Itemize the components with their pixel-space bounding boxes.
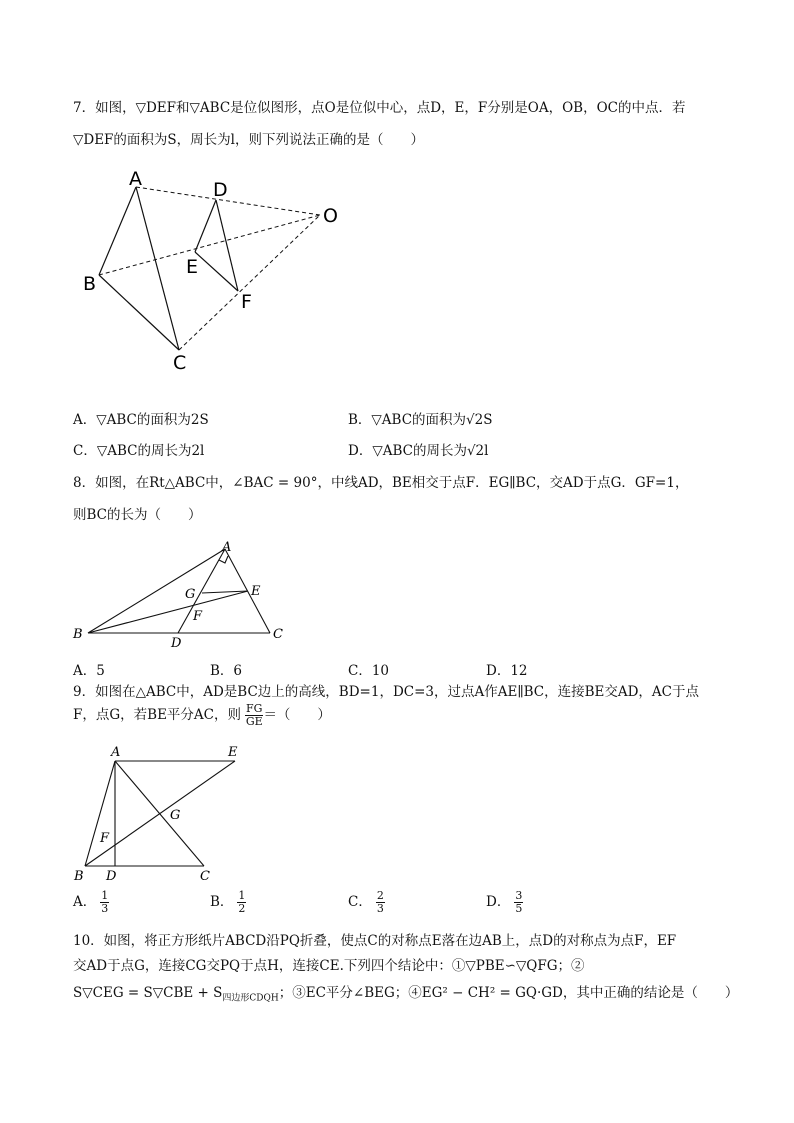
q10-conclusions: ；③EC平分∠BEG；④EG² − CH² = GQ·GD，其中正确的结论是（ ） [278,985,739,1001]
q7-figure [70,160,360,380]
q7-label-c: C [173,352,187,374]
q7-option-b[interactable]: B．▽ABC的面积为√2S [348,412,493,428]
q9-option-c-label: C． [348,894,372,910]
q9-option-b-label: B． [210,894,234,910]
q9-option-d-label: D． [486,894,511,910]
q8-label-g: G [185,587,196,602]
q8-figure [70,536,300,650]
q7-label-o: O [323,205,338,227]
q9-option-c-fraction [376,890,385,915]
q7-stem-line2: ▽DEF的面积为S，周长为l，则下列说法正确的是（ ） [73,132,424,148]
q9-label-c: C [200,869,210,884]
q8-option-c[interactable]: C．10 [348,663,390,679]
q8-label-f: F [193,609,203,624]
q7-label-e: E [186,256,199,278]
q7-label-d: D [213,179,228,201]
q8-stem-line2: 则BC的长为（ ） [73,507,202,523]
q7-option-c[interactable]: C．▽ABC的周长为2l [73,443,205,459]
q7-stem-line1: 7．如图，▽DEF和▽ABC是位似图形，点O是位似中心，点D，E，F分别是OA，OB，OC的中点．若 [73,100,686,116]
q8-label-b: B [73,627,83,642]
q9-option-a-label: A． [73,894,97,910]
q8-label-d: D [171,636,182,650]
q9-label-d: D [106,869,117,884]
q9-stem-line2-pre: F，点G，若BE平分AC，则 [73,707,242,723]
q8-label-a: A [222,540,232,555]
q9-option-a-fraction [100,890,109,915]
q7-option-a[interactable]: A．▽ABC的面积为2S [73,412,209,428]
q9-option-a-numerator: 1 [101,889,109,902]
q7-option-d[interactable]: D．▽ABC的周长为√2l [348,443,489,459]
q9-option-b-fraction [237,890,246,915]
q9-stem-line2 [73,703,331,728]
q9-option-b[interactable] [210,890,246,915]
q9-label-f: F [100,831,110,846]
q8-label-c: C [273,627,283,642]
q10-stem-line1: 10．如图，将正方形纸片ABCD沿PQ折叠，使点C的对称点E落在边AB上，点D的对称点为点F，EF [73,933,677,949]
q9-option-c[interactable] [348,890,385,915]
q9-option-b-denominator: 2 [238,902,246,915]
q9-option-d-fraction [514,890,523,915]
q7-label-b: B [83,273,97,295]
q9-figure [70,740,260,885]
q9-ratio-numerator: FG [246,702,263,715]
q8-stem-line1: 8．如图，在Rt△ABC中，∠BAC = 90°，中线AD，BE相交于点F．EG∥BC，交AD于点G．GF=1， [73,475,689,491]
q9-stem-line1: 9．如图在△ABC中，AD是BC边上的高线，BD=1，DC=3，过点A作AE∥BC，连接BE交AD，AC于点 [73,684,700,700]
q9-label-e: E [228,745,238,760]
q7-label-a: A [129,168,142,190]
q8-option-d[interactable]: D．12 [486,663,528,679]
q10-area-subscript: 四边形CDQH [222,993,279,1004]
q9-option-c-numerator: 2 [376,889,384,902]
q9-stem-line2-post: ＝（ ） [263,707,331,723]
q9-option-a[interactable] [73,890,109,915]
q9-label-g: G [170,808,181,823]
q9-option-d-numerator: 3 [515,889,523,902]
q9-ratio-fraction [245,703,263,728]
q9-option-d[interactable] [486,890,523,915]
q10-area-expression: S▽CEG = S▽CBE + S [73,985,223,1001]
q9-label-b: B [74,869,84,884]
q8-label-e: E [251,584,261,599]
q7-label-f: F [241,291,252,313]
q10-stem-line3 [73,981,738,1004]
q8-option-b[interactable]: B．6 [210,663,243,679]
q10-stem-line2: 交AD于点G，连接CG交PQ于点H，连接CE.下列四个结论中：①▽PBE∽▽QFG；② [73,958,585,974]
q8-option-a[interactable]: A．5 [73,663,105,679]
q9-option-b-numerator: 1 [238,889,246,902]
q9-option-c-denominator: 3 [376,902,384,915]
q9-ratio-denominator: GE [245,715,263,728]
q9-label-a: A [111,745,121,760]
q9-option-d-denominator: 5 [515,902,523,915]
q9-option-a-denominator: 3 [101,902,109,915]
